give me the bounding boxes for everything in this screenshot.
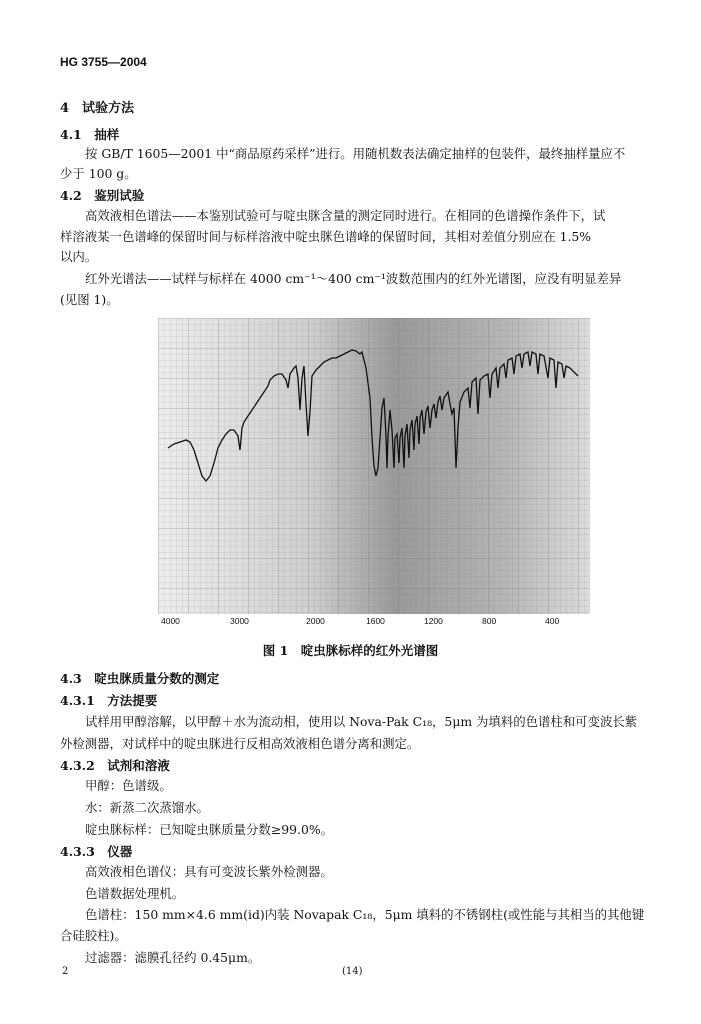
figure-caption: 图 1 啶虫脒标样的红外光谱图 xyxy=(262,643,439,658)
paragraph: 红外光谱法——试样与标样在 4000 cm⁻¹～400 cm⁻¹波数范围内的红外光谱图，应没有明显差异 xyxy=(85,271,622,286)
paragraph: 合硅胶柱)。 xyxy=(60,928,127,943)
section-4-3-1-title: 4.3.1 方法提要 xyxy=(60,693,158,708)
section-4-3-3-title: 4.3.3 仪器 xyxy=(60,844,133,859)
ir-spectrum-figure xyxy=(158,318,590,614)
axis-tick-label: 1200 xyxy=(424,616,443,626)
paragraph: 高效液相色谱法——本鉴别试验可与啶虫脒含量的测定同时进行。在相同的色谱操作条件下，试 xyxy=(85,208,606,223)
paragraph: 色谱数据处理机。 xyxy=(85,886,185,901)
axis-tick-label: 2000 xyxy=(306,616,325,626)
section-4-2-title: 4.2 鉴别试验 xyxy=(60,188,145,203)
section-4-title: 4 试验方法 xyxy=(60,101,135,116)
paragraph: 样溶液某一色谱峰的保留时间与标样溶液中啶虫脒色谱峰的保留时间，其相对差值分别应在 1.5% xyxy=(60,229,592,244)
paragraph: 高效液相色谱仪：具有可变波长紫外检测器。 xyxy=(85,864,333,879)
paragraph: 以内。 xyxy=(60,249,98,264)
paragraph: 甲醇：色谱级。 xyxy=(85,778,172,793)
footer-center-number: (14) xyxy=(342,966,363,977)
paragraph: 过滤器：滤膜孔径约 0.45μm。 xyxy=(85,950,261,965)
paragraph: 试样用甲醇溶解，以甲醇＋水为流动相，使用以 Nova-Pak C₁₈，5μm 为填料的色谱柱和可变波长紫 xyxy=(85,714,638,729)
paragraph: 按 GB/T 1605—2001 中“商品原药采样”进行。用随机数表法确定抽样的包装件，最终抽样量应不 xyxy=(85,146,626,161)
axis-tick-label: 3000 xyxy=(230,616,249,626)
section-4-3-title: 4.3 啶虫脒质量分数的测定 xyxy=(60,671,220,686)
paragraph: 外检测器，对试样中的啶虫脒进行反相高效液相色谱分离和测定。 xyxy=(60,736,420,751)
paragraph: 少于 100 g。 xyxy=(60,166,137,181)
paragraph: 啶虫脒标样：已知啶虫脒质量分数≥99.0%。 xyxy=(85,822,333,837)
standard-number: HG 3755—2004 xyxy=(60,55,147,69)
axis-tick-label: 800 xyxy=(482,616,497,626)
paragraph: 色谱柱：150 mm×4.6 mm(id)内装 Novapak C₁₈，5μm 填料的不锈钢柱(或性能与其相当的其他键 xyxy=(85,907,645,922)
axis-tick-label: 400 xyxy=(545,616,560,626)
axis-tick-label: 1600 xyxy=(366,616,385,626)
paragraph: 水：新蒸二次蒸馏水。 xyxy=(85,800,209,815)
page-number: 2 xyxy=(62,966,69,977)
section-4-3-2-title: 4.3.2 试剂和溶液 xyxy=(60,758,170,773)
section-4-1-title: 4.1 抽样 xyxy=(60,127,120,142)
paragraph: (见图 1)。 xyxy=(60,292,119,307)
axis-tick-label: 4000 xyxy=(161,616,180,626)
